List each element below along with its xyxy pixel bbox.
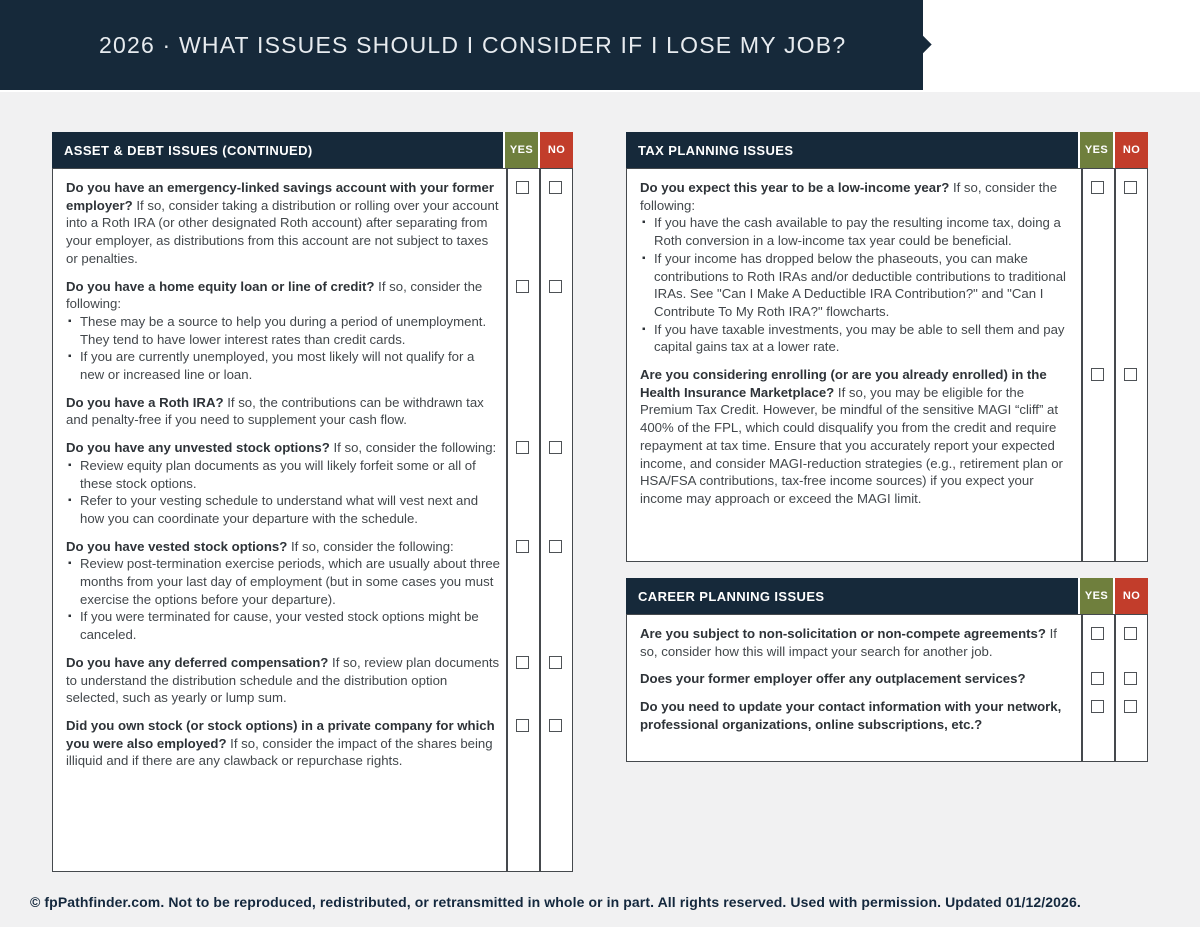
- chevron-right-icon: [52, 279, 54, 295]
- bullet-item: [66, 313, 500, 348]
- question-text: Are you subject to non-solicitation or non-compete agreements?: [640, 626, 1046, 641]
- yes-cell: [506, 394, 539, 429]
- yes-checkbox[interactable]: [516, 540, 529, 553]
- question-guidance: If so, consider the following:: [66, 278, 483, 312]
- question-row: [53, 439, 572, 528]
- bullet-square-icon: ▪: [68, 459, 72, 471]
- yes-checkbox[interactable]: [516, 181, 529, 194]
- yes-cell: [1081, 670, 1114, 688]
- question-cell: [53, 717, 506, 770]
- question-cell: [53, 394, 506, 429]
- page-title: 2026 · WHAT ISSUES SHOULD I CONSIDER IF I LOSE MY JOB?: [99, 31, 847, 58]
- yes-checkbox[interactable]: [1091, 672, 1104, 685]
- no-cell: [539, 538, 572, 644]
- yes-cell: [506, 538, 539, 644]
- question-text: Do you have vested stock options?: [66, 538, 288, 554]
- question-text: Did you own stock (or stock options) in a private company for which you were also employed?: [66, 717, 495, 751]
- no-column-header: NO: [540, 132, 573, 168]
- question-cell: [53, 278, 506, 384]
- asset-debt-table: [52, 132, 573, 872]
- bullet-square-icon: ▪: [642, 252, 646, 264]
- table-title: TAX PLANNING ISSUES: [626, 132, 1078, 168]
- bullet-item: [66, 555, 500, 608]
- bullet-square-icon: ▪: [642, 323, 646, 335]
- bullet-item: [66, 457, 500, 492]
- yes-cell: [506, 179, 539, 268]
- no-checkbox[interactable]: [549, 441, 562, 454]
- question-text: Do you have any unvested stock options?: [66, 440, 330, 456]
- no-checkbox[interactable]: [549, 656, 562, 669]
- yes-column-header: YES: [1080, 132, 1113, 168]
- yes-checkbox[interactable]: [516, 441, 529, 454]
- question-text: Do you have any deferred compensation?: [66, 654, 329, 670]
- table-body: [626, 614, 1148, 762]
- bullet-item: [66, 608, 500, 643]
- question-guidance: If so, consider the following:: [333, 440, 497, 456]
- question-cell: [627, 670, 1081, 688]
- question-guidance: If so, review plan documents to understand the distribution schedule and the distribution option selected, such as yearly or lump sum.: [66, 654, 500, 706]
- question-cell: [53, 654, 506, 707]
- question-row: [53, 394, 572, 429]
- no-checkbox[interactable]: [549, 280, 562, 293]
- table-body: [626, 168, 1148, 562]
- no-cell: [1114, 179, 1147, 356]
- bullet-square-icon: ▪: [68, 351, 72, 363]
- no-cell: [539, 394, 572, 429]
- question-guidance: If so, consider how this will impact your search for another job.: [640, 626, 1057, 659]
- yes-checkbox[interactable]: [516, 280, 529, 293]
- yes-cell: [506, 654, 539, 707]
- question-text: Does your former employer offer any outplacement services?: [640, 671, 1026, 687]
- tax-planning-table: [626, 132, 1148, 562]
- question-guidance: If so, consider the following:: [290, 538, 454, 554]
- table-header: [626, 132, 1148, 168]
- no-cell: [539, 717, 572, 770]
- question-text: Do you expect this year to be a low-income year?: [640, 180, 950, 195]
- chevron-right-icon: [626, 699, 628, 715]
- chevron-right-icon: [52, 655, 54, 671]
- question-row: [627, 698, 1147, 733]
- question-cell: [627, 179, 1081, 356]
- chevron-right-icon: [626, 367, 628, 383]
- question-cell: [627, 366, 1081, 508]
- bullet-text: Review equity plan documents as you will likely forfeit some or all of these stock options.: [80, 457, 476, 491]
- no-checkbox[interactable]: [1124, 672, 1137, 685]
- yes-column-header: YES: [1080, 578, 1113, 614]
- table-title: CAREER PLANNING ISSUES: [626, 578, 1078, 614]
- chevron-right-icon: [626, 180, 628, 196]
- question-guidance: If so, consider taking a distribution or rolling over your account into a Roth IRA (or other designated Roth account) after separating from your employer, as distributions from this account are not subject to taxes or penalties.: [66, 197, 499, 266]
- bullet-text: If you were terminated for cause, your vested stock options might be canceled.: [80, 609, 479, 643]
- question-text: Do you need to update your contact information with your network, professional organizations, online subscriptions, etc.?: [640, 699, 1062, 732]
- yes-checkbox[interactable]: [516, 656, 529, 669]
- bullet-text: If you have taxable investments, you may be able to sell them and pay capital gains tax at a lower rate.: [654, 321, 1065, 355]
- bullet-item: [640, 250, 1075, 321]
- yes-column-header: YES: [505, 132, 538, 168]
- no-cell: [1114, 698, 1147, 733]
- yes-cell: [506, 717, 539, 770]
- question-row: [627, 670, 1147, 688]
- question-text: Are you considering enrolling (or are you already enrolled) in the Health Insurance Marketplace?: [640, 367, 1047, 400]
- question-cell: [53, 439, 506, 528]
- bullet-square-icon: ▪: [68, 558, 72, 570]
- no-cell: [1114, 670, 1147, 688]
- table-header: [626, 578, 1148, 614]
- yes-cell: [1081, 179, 1114, 356]
- question-guidance: If so, you may be eligible for the Premium Tax Credit. However, be mindful of the sensitive MAGI “cliff” at 400% of the FPL, which could disqualify you from the credit and require repayment at tax time. Ensure that you accurately report your expected income, and consider MAGI-reduction strategies (e.g., retirement plan or HSA/FSA contributions, tax-free income sources) if you expect your income may approach or exceed the MAGI limit.: [640, 384, 1063, 506]
- bullet-item: [66, 348, 500, 383]
- question-guidance: If so, consider the following:: [640, 180, 1058, 213]
- bullet-square-icon: ▪: [68, 315, 72, 327]
- bullet-text: If you are currently unemployed, you most likely will not qualify for a new or increased line or loan.: [80, 349, 475, 383]
- question-row: [627, 625, 1147, 660]
- career-planning-table: [626, 578, 1148, 762]
- bullet-square-icon: ▪: [642, 217, 646, 229]
- table-body: [52, 168, 573, 872]
- yes-checkbox[interactable]: [1091, 700, 1104, 713]
- no-column-header: NO: [1115, 132, 1148, 168]
- question-row: [627, 366, 1147, 508]
- no-column-header: NO: [1115, 578, 1148, 614]
- question-row: [53, 717, 572, 770]
- chevron-right-icon: [52, 440, 54, 456]
- no-cell: [1114, 625, 1147, 660]
- yes-checkbox[interactable]: [1091, 181, 1104, 194]
- question-row: [53, 654, 572, 707]
- yes-checkbox[interactable]: [1091, 368, 1104, 381]
- no-checkbox[interactable]: [1124, 627, 1137, 640]
- question-cell: [53, 179, 506, 268]
- bullet-text: These may be a source to help you during a period of unemployment. They tend to have lower interest rates than credit cards.: [80, 313, 487, 347]
- chevron-right-icon: [52, 718, 54, 734]
- no-checkbox[interactable]: [1124, 368, 1137, 381]
- yes-cell: [1081, 625, 1114, 660]
- question-cell: [627, 625, 1081, 660]
- bullet-text: Refer to your vesting schedule to understand what will vest next and how you can coordinate your departure with the schedule.: [80, 493, 479, 526]
- bullet-item: [640, 214, 1075, 249]
- question-text: Do you have a home equity loan or line of credit?: [66, 278, 375, 294]
- no-cell: [539, 278, 572, 384]
- no-cell: [539, 654, 572, 707]
- no-cell: [539, 439, 572, 528]
- no-checkbox[interactable]: [549, 719, 562, 732]
- bullet-item: [66, 492, 500, 527]
- no-checkbox[interactable]: [1124, 700, 1137, 713]
- question-cell: [53, 538, 506, 644]
- chevron-right-icon: [626, 626, 628, 642]
- question-text: Do you have a Roth IRA?: [66, 394, 224, 410]
- chevron-right-icon: [52, 395, 54, 411]
- yes-cell: [1081, 366, 1114, 508]
- table-header: [52, 132, 573, 168]
- bullet-text: If your income has dropped below the phaseouts, you can make contributions to Roth IRAs and/or deductible contributions to traditional IRAs. See "Can I Make A Deductible IRA Contribution?" and "Can I Contribute To My Roth IRA?" flowcharts.: [654, 250, 1066, 319]
- no-checkbox[interactable]: [1124, 181, 1137, 194]
- question-cell: [627, 698, 1081, 733]
- bullet-text: If you have the cash available to pay the resulting income tax, doing a Roth conversion in a low-income tax year could be beneficial.: [654, 215, 1061, 249]
- no-checkbox[interactable]: [549, 540, 562, 553]
- question-row: [53, 179, 572, 268]
- question-guidance: If so, the contributions can be withdrawn tax and penalty-free if you need to supplement your cash flow.: [66, 394, 484, 428]
- no-cell: [539, 179, 572, 268]
- question-text: Do you have an emergency-linked savings account with your former employer?: [66, 180, 494, 213]
- yes-checkbox[interactable]: [516, 719, 529, 732]
- table-title: ASSET & DEBT ISSUES (CONTINUED): [52, 132, 503, 168]
- question-row: [53, 278, 572, 384]
- chevron-right-icon: [52, 539, 54, 555]
- yes-checkbox[interactable]: [1091, 627, 1104, 640]
- bullet-text: Review post-termination exercise periods, which are usually about three months from your last day of employment (but in some cases you must exercise the options before your departure).: [80, 556, 501, 607]
- yes-cell: [506, 278, 539, 384]
- copyright-footer: © fpPathfinder.com. Not to be reproduced, redistributed, or retransmitted in whole or in part. All rights reserved. Used with permission. Updated 01/12/2026.: [30, 894, 1081, 910]
- title-banner: [0, 0, 923, 90]
- chevron-right-icon: [52, 180, 54, 196]
- no-cell: [1114, 366, 1147, 508]
- question-row: [53, 538, 572, 644]
- question-guidance: If so, consider the impact of the shares being illiquid and if there are any clawback or repurchase rights.: [66, 735, 493, 769]
- bullet-item: [640, 321, 1075, 356]
- chevron-right-icon: [626, 671, 628, 687]
- question-row: [627, 179, 1147, 356]
- yes-cell: [506, 439, 539, 528]
- bullet-square-icon: ▪: [68, 495, 72, 507]
- bullet-square-icon: ▪: [68, 611, 72, 623]
- no-checkbox[interactable]: [549, 181, 562, 194]
- yes-cell: [1081, 698, 1114, 733]
